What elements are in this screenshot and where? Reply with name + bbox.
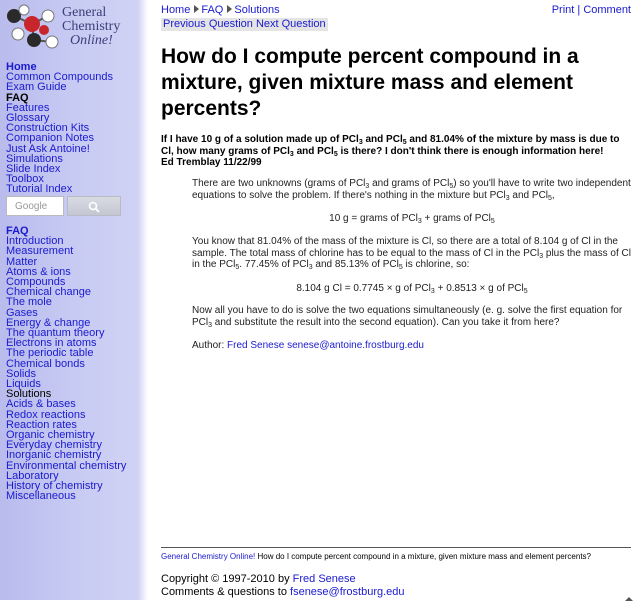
arrow-right-icon xyxy=(227,5,232,13)
faq-topic-link[interactable]: The periodic table xyxy=(6,347,94,360)
page-title: How do I compute percent compound in a mixture, given mixture mass and element percents? xyxy=(161,45,579,120)
faq-topic-link[interactable]: Introduction xyxy=(6,235,64,248)
faq-topic-current: Solutions xyxy=(6,388,52,401)
print-link[interactable]: Print xyxy=(551,4,575,16)
answer-paragraph: There are two unknowns (grams of PCl$_3$ and grams of PCl$_5$) so you'll have to write two independent equations to solve the problem. If there's nothing in the mixture but PCl$_3$ and PCl$_5$, xyxy=(192,178,631,202)
nav-link-tutorial-index[interactable]: Tutorial Index xyxy=(6,183,73,196)
faq-topic-link[interactable]: Organic chemistry xyxy=(6,429,95,442)
question-signature: Ed Tremblay 11/22/99 xyxy=(161,157,262,168)
search-input[interactable]: Google xyxy=(6,196,64,216)
nav-current-faq: FAQ xyxy=(6,91,29,104)
faq-topic-link[interactable]: The quantum theory xyxy=(6,327,105,340)
faq-topic-link[interactable]: The mole xyxy=(6,296,52,309)
logo-text: Online! xyxy=(70,33,113,48)
nav-link-companion-notes[interactable]: Companion Notes xyxy=(6,132,95,145)
utility-links xyxy=(552,4,631,16)
comment-link[interactable]: Comment xyxy=(583,4,631,16)
faq-topic-link[interactable]: Electrons in atoms xyxy=(6,337,97,350)
logo-text: Chemistry xyxy=(62,19,121,34)
breadcrumb-solutions[interactable]: Solutions xyxy=(234,4,280,16)
footer-page-title: How do I compute percent compound in a mixture, given mixture mass and element percents? xyxy=(255,552,591,561)
nav-link-simulations[interactable]: Simulations xyxy=(6,152,63,165)
site-logo[interactable] xyxy=(4,4,144,50)
faq-topic-link[interactable]: Acids & bases xyxy=(6,398,76,411)
answer-paragraph: You know that 81.04% of the mass of the mixture is Cl, so there are a total of 8.104 g of Cl in the sample. The total mass of chlorine has to be equal to the mass of Cl in the PCl$_3$ plus the mass of Cl in the PCl$_5$. 77.45% of PCl$_3$ and 85.13% of PCl$_5$ is chlorine, so: xyxy=(192,236,631,271)
footer-breadcrumb xyxy=(161,552,591,561)
separator: | xyxy=(577,4,581,16)
faq-topic-link[interactable]: Reaction rates xyxy=(6,418,77,431)
footer-author-link[interactable]: Fred Senese xyxy=(292,573,356,585)
nav-link-common-compounds[interactable]: Common Compounds xyxy=(6,71,113,84)
faq-topic-link[interactable]: Miscellaneous xyxy=(6,490,76,503)
author-name-link[interactable]: Fred Senese xyxy=(227,340,285,351)
question-text: If I have 10 g of a solution made up of PCl$_3$ and PCl$_5$ and 81.04% of the mixture by mass is due to Cl, how many grams of PCl$_3$ and PCl$_5$ is there? I don't think there is enough information here! Ed Tremblay 11/22/99 xyxy=(161,134,620,168)
faq-topic-link[interactable]: Chemical change xyxy=(6,286,91,299)
faq-topic-link[interactable]: Chemical bonds xyxy=(6,357,85,370)
author-email-link[interactable]: senese@antoine.frostburg.edu xyxy=(287,340,424,351)
faq-topic-link[interactable]: Solids xyxy=(6,367,36,380)
nav-link-features[interactable]: Features xyxy=(6,101,50,114)
prev-next-bar xyxy=(161,18,328,31)
molecule-logo-icon xyxy=(4,4,64,50)
footer-divider xyxy=(161,547,631,548)
breadcrumb-faq[interactable]: FAQ xyxy=(201,4,224,16)
faq-topic-link[interactable]: Liquids xyxy=(6,378,41,391)
logo-text: General xyxy=(62,5,107,20)
faq-topic-link[interactable]: Everyday chemistry xyxy=(6,439,102,452)
nav-link-exam-guide[interactable]: Exam Guide xyxy=(6,81,67,94)
previous-question-link[interactable]: Previous Question xyxy=(163,18,253,30)
faq-topic-link[interactable]: Atoms & ions xyxy=(6,265,71,278)
sidebar xyxy=(0,0,148,600)
footer-email-link[interactable]: fsenese@frostburg.edu xyxy=(290,586,405,598)
answer-paragraph: Now all you have to do is solve the two equations simultaneously (e. g. solve the first equation for PCl$_3$ and substitute the result into the second equation). Can you take it from here? xyxy=(192,305,623,329)
footer-copyright: Copyright © 1997-2010 by Fred Senese Comments & questions to fsenese@frostburg.edu xyxy=(161,573,405,598)
breadcrumb xyxy=(161,4,328,31)
faq-topic-link[interactable]: Environmental chemistry xyxy=(6,459,127,472)
back-to-top-icon[interactable] xyxy=(625,597,633,601)
nav-link-home[interactable]: Home xyxy=(6,61,37,73)
breadcrumb-home[interactable]: Home xyxy=(161,4,191,16)
arrow-right-icon xyxy=(194,5,199,13)
search-icon xyxy=(88,201,100,213)
faq-topic-link[interactable]: History of chemistry xyxy=(6,480,103,493)
equation-mass: 10 g = grams of PCl$_3$ + grams of PCl$_5$ xyxy=(329,213,495,225)
next-question-link[interactable]: Next Question xyxy=(255,18,326,30)
site-nav xyxy=(6,62,142,195)
search-box xyxy=(6,196,121,216)
faq-topic-link[interactable]: Matter xyxy=(6,255,38,268)
nav-link-toolbox[interactable]: Toolbox xyxy=(6,173,44,186)
footer-home-link[interactable]: General Chemistry Online! xyxy=(161,552,256,561)
faq-topic-link[interactable]: Energy & change xyxy=(6,316,91,329)
faq-topic-link[interactable]: Gases xyxy=(6,306,38,319)
nav-link-just-ask-antoine[interactable]: Just Ask Antoine! xyxy=(6,142,90,155)
author-label: Author: xyxy=(192,340,228,351)
nav-link-slide-index[interactable]: Slide Index xyxy=(6,163,61,176)
faq-topic-link[interactable]: Laboratory xyxy=(6,469,59,482)
faq-topic-link[interactable]: Measurement xyxy=(6,245,74,258)
nav-link-construction-kits[interactable]: Construction Kits xyxy=(6,122,90,135)
faq-topic-link[interactable]: Redox reactions xyxy=(6,408,86,421)
search-button[interactable] xyxy=(67,196,121,216)
equation-chlorine: 8.104 g Cl = 0.7745 × g of PCl$_3$ + 0.8513 × g of PCl$_5$ xyxy=(296,283,528,295)
faq-topic-link[interactable]: Compounds xyxy=(6,276,66,289)
faq-header-link[interactable]: FAQ xyxy=(6,225,29,237)
nav-link-glossary[interactable]: Glossary xyxy=(6,112,50,125)
faq-topic-nav xyxy=(6,226,142,501)
author-line xyxy=(192,340,632,352)
faq-topic-link[interactable]: Inorganic chemistry xyxy=(6,449,102,462)
